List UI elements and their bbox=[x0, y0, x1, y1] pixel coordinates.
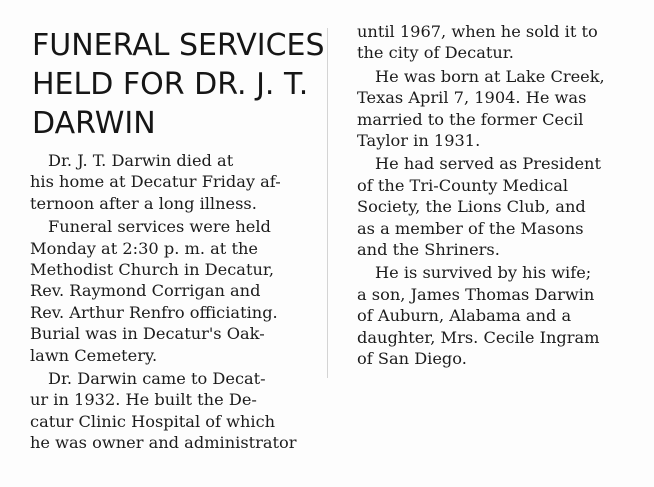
text-line: He is survived by his wife; bbox=[375, 263, 592, 283]
text-line: catur Clinic Hospital of which bbox=[30, 411, 276, 431]
text-line: Dr. J. T. Darwin died at bbox=[48, 151, 234, 170]
paragraph-death-notice bbox=[30, 150, 330, 214]
paragraph-memberships bbox=[357, 153, 647, 260]
text-line: daughter, Mrs. Cecile Ingram bbox=[357, 327, 600, 347]
text-line: of the Tri-County Medical bbox=[357, 175, 569, 195]
paragraph-career bbox=[30, 368, 330, 454]
paragraph-survivors bbox=[357, 262, 647, 369]
text-line: until 1967, when he sold it to bbox=[357, 22, 598, 41]
text-line: as a member of the Masons bbox=[357, 218, 584, 238]
paragraph-funeral-services bbox=[30, 216, 330, 366]
text-line: of San Diego. bbox=[357, 349, 467, 369]
text-line: he was owner and administrator bbox=[30, 433, 297, 453]
text-line: Monday at 2:30 p. m. at the bbox=[30, 238, 258, 258]
text-line: his home at Decatur Friday af- bbox=[30, 172, 281, 192]
article-headline bbox=[32, 26, 325, 143]
text-line: Funeral services were held bbox=[48, 217, 271, 237]
text-line: ternoon after a long illness. bbox=[30, 193, 257, 213]
headline-line-2: HELD FOR DR. J. T. bbox=[32, 67, 309, 102]
text-line: Texas April 7, 1904. He was bbox=[357, 88, 587, 108]
text-line: ur in 1932. He built the De- bbox=[30, 390, 257, 410]
text-line: Rev. Arthur Renfro officiating. bbox=[30, 302, 278, 322]
text-line: Methodist Church in Decatur, bbox=[30, 260, 274, 280]
text-line: the city of Decatur. bbox=[357, 43, 514, 63]
text-line: married to the former Cecil bbox=[357, 109, 584, 129]
left-column bbox=[30, 150, 330, 456]
headline-line-3: DARWIN bbox=[32, 106, 156, 141]
text-line: He was born at Lake Creek, bbox=[375, 66, 605, 86]
text-line: Dr. Darwin came to Decat- bbox=[48, 369, 266, 389]
paragraph-birth-marriage bbox=[357, 66, 647, 152]
headline-line-1: FUNERAL SERVICES bbox=[32, 28, 325, 63]
text-line: of Auburn, Alabama and a bbox=[357, 306, 572, 326]
text-line: Society, the Lions Club, and bbox=[357, 197, 586, 217]
text-line: a son, James Thomas Darwin bbox=[357, 284, 595, 304]
paragraph-career-continued bbox=[357, 21, 647, 64]
text-line: lawn Cemetery. bbox=[30, 345, 158, 365]
text-line: Taylor in 1931. bbox=[357, 131, 481, 151]
text-line: and the Shriners. bbox=[357, 240, 500, 260]
text-line: Burial was in Decatur's Oak- bbox=[30, 324, 265, 344]
right-column bbox=[357, 21, 647, 372]
text-line: He had served as President bbox=[375, 154, 601, 174]
text-line: Rev. Raymond Corrigan and bbox=[30, 281, 261, 301]
